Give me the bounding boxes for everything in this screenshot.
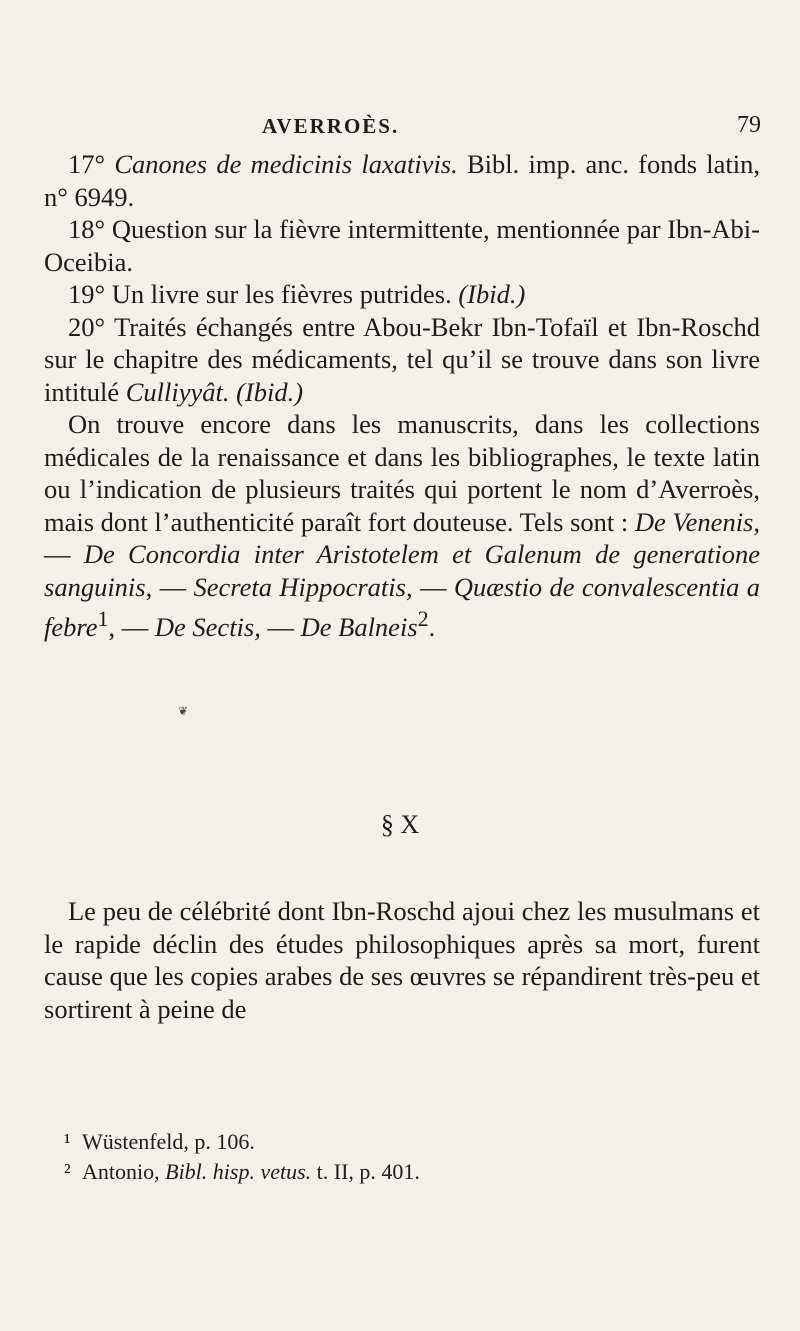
paragraph-text: On trouve encore dans les manuscrits, dans les collections médicales de la renaissance et dans les bibliographes, le texte latin ou l’indication de plusieurs traités qui portent le nom d’Averroès, mais dont l’authenticité paraît fort douteuse. Tels sont : xyxy=(44,409,760,537)
entry-18 xyxy=(44,213,760,278)
running-title: AVERROÈS. xyxy=(262,114,400,138)
period: . xyxy=(428,611,436,642)
footnote-title: Bibl. hisp. vetus. xyxy=(165,1159,312,1184)
entry-title: Culliyyât. xyxy=(125,376,230,407)
entry-number: 17° xyxy=(68,149,106,179)
work-title: De Balneis xyxy=(300,611,418,642)
entry-text: Question sur la fièvre intermittente, mentionnée par Ibn-Abi-Oceibia. xyxy=(44,214,760,277)
entry-number: 19° xyxy=(68,279,106,309)
footnote-text: t. II, p. 401. xyxy=(316,1159,420,1184)
entry-title: Canones de medicinis laxativis. xyxy=(114,149,458,179)
dash: — xyxy=(121,611,149,642)
section-heading: § X xyxy=(380,810,420,839)
entry-text: Traités échangés entre Abou-Bekr Ibn-Tofaïl et Ibn-Roschd sur le chapitre des médicaments, tel qu’il se trouve dans son livre intitulé xyxy=(44,311,760,407)
entry-text: Un livre sur les fièvres putrides. xyxy=(111,279,452,309)
dash: — xyxy=(267,611,294,642)
work-title: De Concordia inter Aristotelem et Galenum de generatione sanguinis, xyxy=(44,539,760,602)
footnote-1 xyxy=(64,1127,420,1157)
footnote-mark: ² xyxy=(64,1159,71,1184)
entry-17 xyxy=(44,148,760,213)
dash: — xyxy=(44,539,71,569)
dash: — xyxy=(419,571,447,602)
entry-text: Bibl. imp. anc. fonds latin, n° 6949. xyxy=(44,149,761,212)
entry-number: 20° xyxy=(68,311,106,342)
footnote-ref: 2 xyxy=(417,606,429,631)
running-head xyxy=(0,112,800,152)
footnote-2 xyxy=(64,1157,420,1187)
page-number: 79 xyxy=(737,112,761,138)
footnotes xyxy=(64,1127,420,1187)
entry-19 xyxy=(44,278,760,311)
work-title: De Sectis, xyxy=(154,611,261,642)
footnote-mark: ¹ xyxy=(64,1129,71,1154)
work-title: Secreta Hippocratis, xyxy=(193,571,413,602)
entry-number: 18° xyxy=(68,214,106,244)
entry-ref: (Ibid.) xyxy=(236,376,304,407)
paragraph-apocrypha xyxy=(44,408,760,643)
footnote-text: Antonio, xyxy=(82,1159,160,1184)
entry-ref: (Ibid.) xyxy=(458,279,526,309)
comma: , xyxy=(108,611,116,642)
work-title: De Venenis, xyxy=(634,506,760,537)
paragraph-block xyxy=(44,895,760,1025)
dash: — xyxy=(159,571,187,602)
entries-block xyxy=(44,148,760,643)
footnote-text: Wüstenfeld, p. 106. xyxy=(82,1129,255,1154)
ornament-icon: ❦ xyxy=(178,704,189,718)
paragraph-celebrity: Le peu de célébrité dont Ibn-Roschd ajoui chez les musulmans et le rapide déclin des études philosophiques après sa mort, furent cause que les copies arabes de ses œuvres se répandirent très-peu et sortirent à peine de xyxy=(44,896,760,1024)
footnote-ref: 1 xyxy=(97,606,109,631)
work-title: Quæstio de convalescentia a febre xyxy=(44,571,761,642)
entry-20 xyxy=(44,311,760,409)
